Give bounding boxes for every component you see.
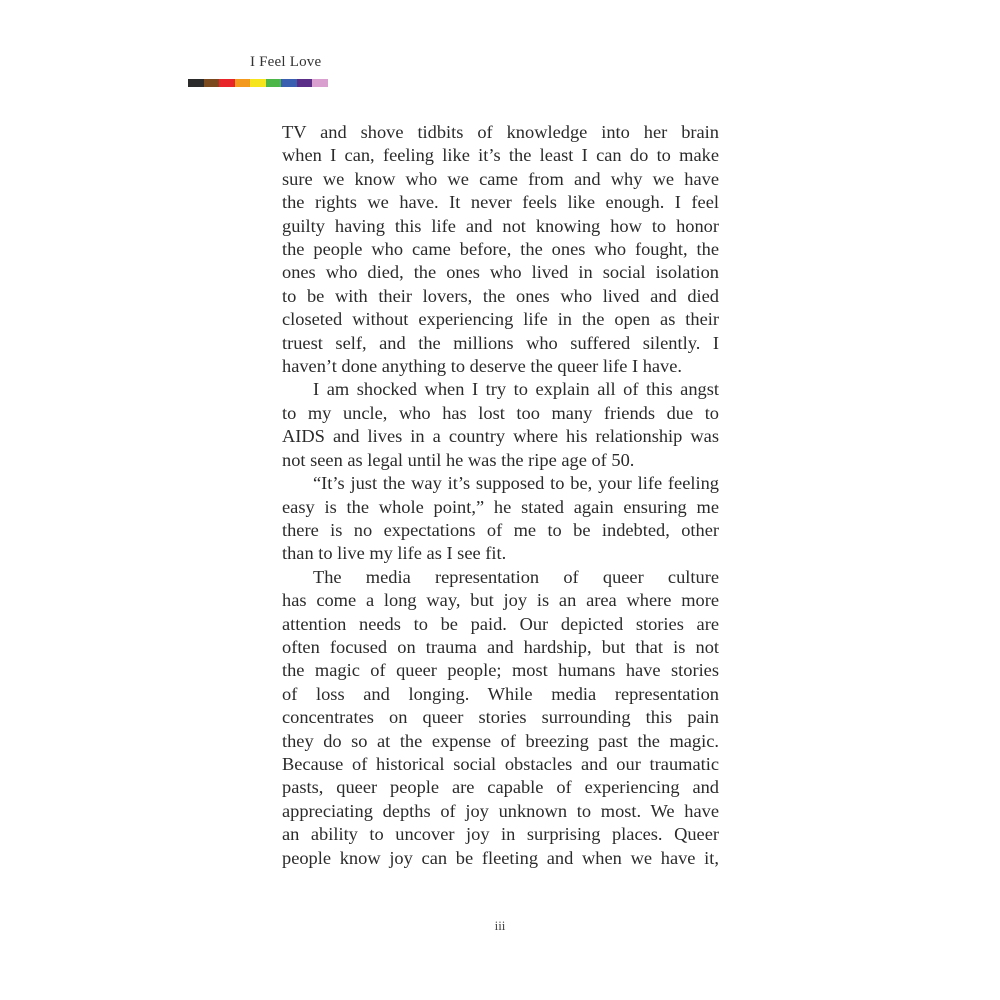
text-line: than to live my life as I see fit.	[282, 543, 507, 564]
text-line: TV and shove tidbits of knowledge into her brain	[282, 122, 719, 142]
text-line: the magic of queer people; most humans have stories	[282, 660, 719, 681]
text-line: haven’t done anything to deserve the queer life I have.	[282, 356, 683, 377]
text-line: the people who came before, the ones who fought, the	[282, 239, 719, 260]
stripe-swatch	[188, 79, 204, 87]
stripe-swatch	[297, 79, 313, 87]
page-number: iii	[494, 918, 506, 933]
text-line: “It’s just the way it’s supposed to be, your life feeling	[313, 473, 719, 494]
text-line: The media representation of queer culture	[313, 566, 719, 587]
text-line: to be with their lovers, the ones who lived and died	[282, 285, 719, 306]
running-head: I Feel Love	[250, 54, 322, 70]
text-line: closeted without experiencing life in the open as their	[282, 309, 719, 330]
text-line: appreciating depths of joy unknown to most. We have	[282, 800, 719, 821]
text-line: an ability to uncover joy in surprising places. Queer	[282, 824, 719, 845]
text-line: they do so at the expense of breezing past the magic.	[282, 730, 719, 751]
text-line: guilty having this life and not knowing how to honor	[282, 215, 719, 236]
text-line: concentrates on queer stories surrounding this pain	[282, 707, 719, 728]
text-line: I am shocked when I try to explain all of this angst	[313, 379, 719, 400]
text-line: has come a long way, but joy is an area where more	[282, 590, 719, 611]
text-line: there is no expectations of me to be indebted, other	[282, 519, 719, 540]
text-line: when I can, feeling like it’s the least I can do to make	[282, 145, 719, 166]
text-line: AIDS and lives in a country where his relationship was	[282, 426, 719, 447]
stripe-swatch	[266, 79, 282, 87]
stripe-swatch	[204, 79, 220, 87]
rainbow-stripe	[188, 79, 328, 87]
text-line: people know joy can be fleeting and when we have it,	[282, 847, 719, 868]
text-line: pasts, queer people are capable of experiencing and	[282, 777, 719, 798]
stripe-swatch	[281, 79, 297, 87]
text-line: the rights we have. It never feels like enough. I feel	[282, 192, 719, 213]
text-line: of loss and longing. While media representation	[282, 683, 719, 704]
text-line: often focused on trauma and hardship, but that is not	[282, 636, 719, 657]
text-line: not seen as legal until he was the ripe age of 50.	[282, 449, 635, 470]
text-line: to my uncle, who has lost too many friends due to	[282, 402, 719, 423]
text-line: Because of historical social obstacles and our traumatic	[282, 753, 719, 774]
text-line: truest self, and the millions who suffered silently. I	[282, 332, 719, 353]
body-text	[282, 121, 719, 870]
stripe-swatch	[312, 79, 328, 87]
text-line: easy is the whole point,” he stated again ensuring me	[282, 496, 719, 517]
stripe-swatch	[235, 79, 251, 87]
stripe-swatch	[219, 79, 235, 87]
stripe-swatch	[250, 79, 266, 87]
text-line: attention needs to be paid. Our depicted stories are	[282, 613, 719, 634]
text-line: ones who died, the ones who lived in social isolation	[282, 262, 719, 283]
text-line: sure we know who we came from and why we have	[282, 168, 719, 189]
